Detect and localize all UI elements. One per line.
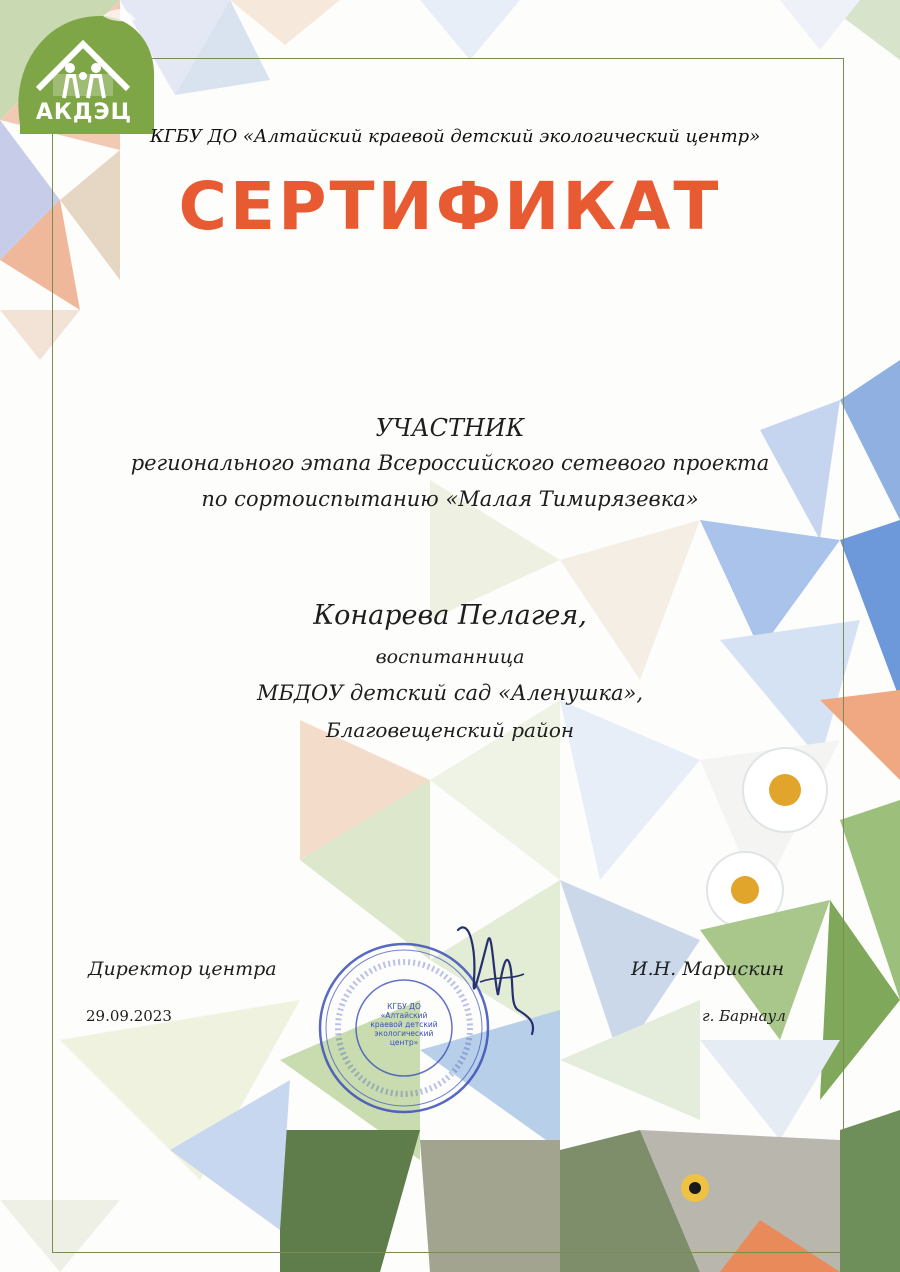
organization-name: КГБУ ДО «Алтайский краевой детский экологический центр» [150,126,761,147]
award-project-line: по сортоиспытанию «Малая Тимирязевка» [201,487,699,511]
signatory-position: Директор центра [88,958,277,980]
recipient-role: воспитанница [375,646,525,668]
issue-date: 29.09.2023 [86,1007,172,1025]
award-event-line: регионального этапа Всероссийского сетевого проекта [130,451,770,475]
recipient-region: Благовещенский район [325,718,575,742]
signatory-name: И.Н. Марискин [631,958,785,980]
certificate-title: СЕРТИФИКАТ [178,168,722,245]
recipient-name: Конарева Пелагея, [313,600,587,631]
issue-city: г. Барнаул [702,1007,786,1025]
award-status: УЧАСТНИК [375,414,525,442]
director-signature [440,910,550,1040]
logo-text: АКДЭЦ [35,100,133,125]
recipient-organization: МБДОУ детский сад «Аленушка», [256,681,644,705]
stamp-center-text: КГБУ ДО «Алтайский краевой детский экологический центр» [370,1002,438,1047]
